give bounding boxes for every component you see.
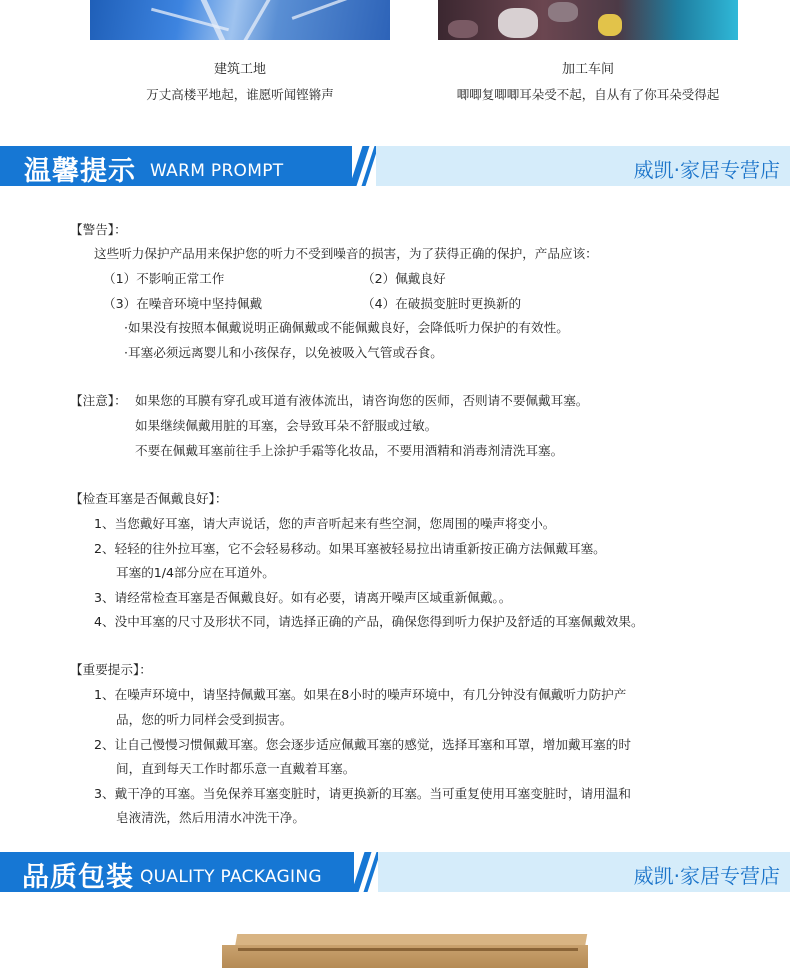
warning-item: （2）佩戴良好 <box>362 271 446 286</box>
store-name: 威凯·家居专营店 <box>633 158 780 182</box>
check-line: 4、没中耳塞的尺寸及形状不同，请选择正确的产品，确保您得到听力保护及舒适的耳塞佩戴效果。 <box>94 614 644 629</box>
check-line: 耳塞的1/4部分应在耳道外。 <box>116 565 275 580</box>
notice-line: 如果您的耳膜有穿孔或耳道有液体流出，请咨询您的医师，否则请不要佩戴耳塞。 <box>135 393 589 408</box>
warning-item: （4）在破损变脏时更换新的 <box>362 296 522 311</box>
important-line: 间，直到每天工作时都乐意一直戴着耳塞。 <box>116 761 356 776</box>
warning-bullet: ·如果没有按照本佩戴说明正确佩戴或不能佩戴良好，会降低听力保护的有效性。 <box>124 320 569 335</box>
warning-item: （3）在噪音环境中坚持佩戴 <box>103 296 263 311</box>
gallery-subtitle-2: 唧唧复唧唧耳朵受不起，自从有了你耳朵受得起 <box>456 87 720 102</box>
notice-line: 不要在佩戴耳塞前往手上涂护手霜等化妆品，不要用酒精和消毒剂清洗耳塞。 <box>135 443 564 458</box>
important-line: 1、在噪声环境中，请坚持佩戴耳塞。如果在8小时的噪声环境中，有几分钟没有佩戴听力防护产 <box>94 687 627 702</box>
warm-prompt-banner <box>0 146 790 186</box>
banner-title-cn: 温馨提示 <box>24 156 136 187</box>
check-heading: 【检查耳塞是否佩戴良好】： <box>70 491 228 506</box>
notice-heading: 【注意】： <box>70 393 127 408</box>
banner-title-en: QUALITY PACKAGING <box>140 867 322 887</box>
important-heading: 【重要提示】： <box>70 662 152 677</box>
banner-title-cn: 品质包装 <box>22 862 134 893</box>
warning-item: （1）不影响正常工作 <box>103 271 225 286</box>
banner-title-en: WARM PROMPT <box>150 161 284 181</box>
gallery-subtitle-1: 万丈高楼平地起，谁愿听闻铿锵声 <box>146 87 334 102</box>
warning-heading: 【警告】： <box>70 222 127 237</box>
quality-packaging-banner <box>0 852 790 892</box>
important-line: 3、戴干净的耳塞。当免保养耳塞变脏时，请更换新的耳塞。当可重复使用耳塞变脏时，请用温和 <box>94 786 631 801</box>
gallery-title-1: 建筑工地 <box>213 62 266 77</box>
construction-site-photo <box>90 0 390 40</box>
packaging-box-edge <box>238 948 578 951</box>
warning-intro: 这些听力保护产品用来保护您的听力不受到噪音的损害，为了获得正确的保护，产品应该： <box>94 246 598 261</box>
check-line: 1、当您戴好耳塞，请大声说话，您的声音听起来有些空洞，您周围的噪声将变小。 <box>94 516 556 531</box>
store-name: 威凯·家居专营店 <box>633 864 780 888</box>
notice-line: 如果继续佩戴用脏的耳塞，会导致耳朵不舒服或过敏。 <box>135 418 438 433</box>
warning-bullet: ·耳塞必须远离婴儿和小孩保存，以免被吸入气管或吞食。 <box>124 345 443 360</box>
important-line: 皂液清洗，然后用清水冲洗干净。 <box>116 810 305 825</box>
workshop-photo <box>438 0 738 40</box>
check-line: 2、轻轻的往外拉耳塞，它不会轻易移动。如果耳塞被轻易拉出请重新按正确方法佩戴耳塞。 <box>94 541 606 556</box>
important-line: 品，您的听力同样会受到损害。 <box>116 712 293 727</box>
check-line: 3、请经常检查耳塞是否佩戴良好。如有必要，请离开噪声区域重新佩戴。。 <box>94 590 512 605</box>
gallery-title-2: 加工车间 <box>561 62 614 77</box>
important-line: 2、让自己慢慢习惯佩戴耳塞。您会逐步适应佩戴耳塞的感觉，选择耳塞和耳罩，增加戴耳塞的时 <box>94 737 631 752</box>
